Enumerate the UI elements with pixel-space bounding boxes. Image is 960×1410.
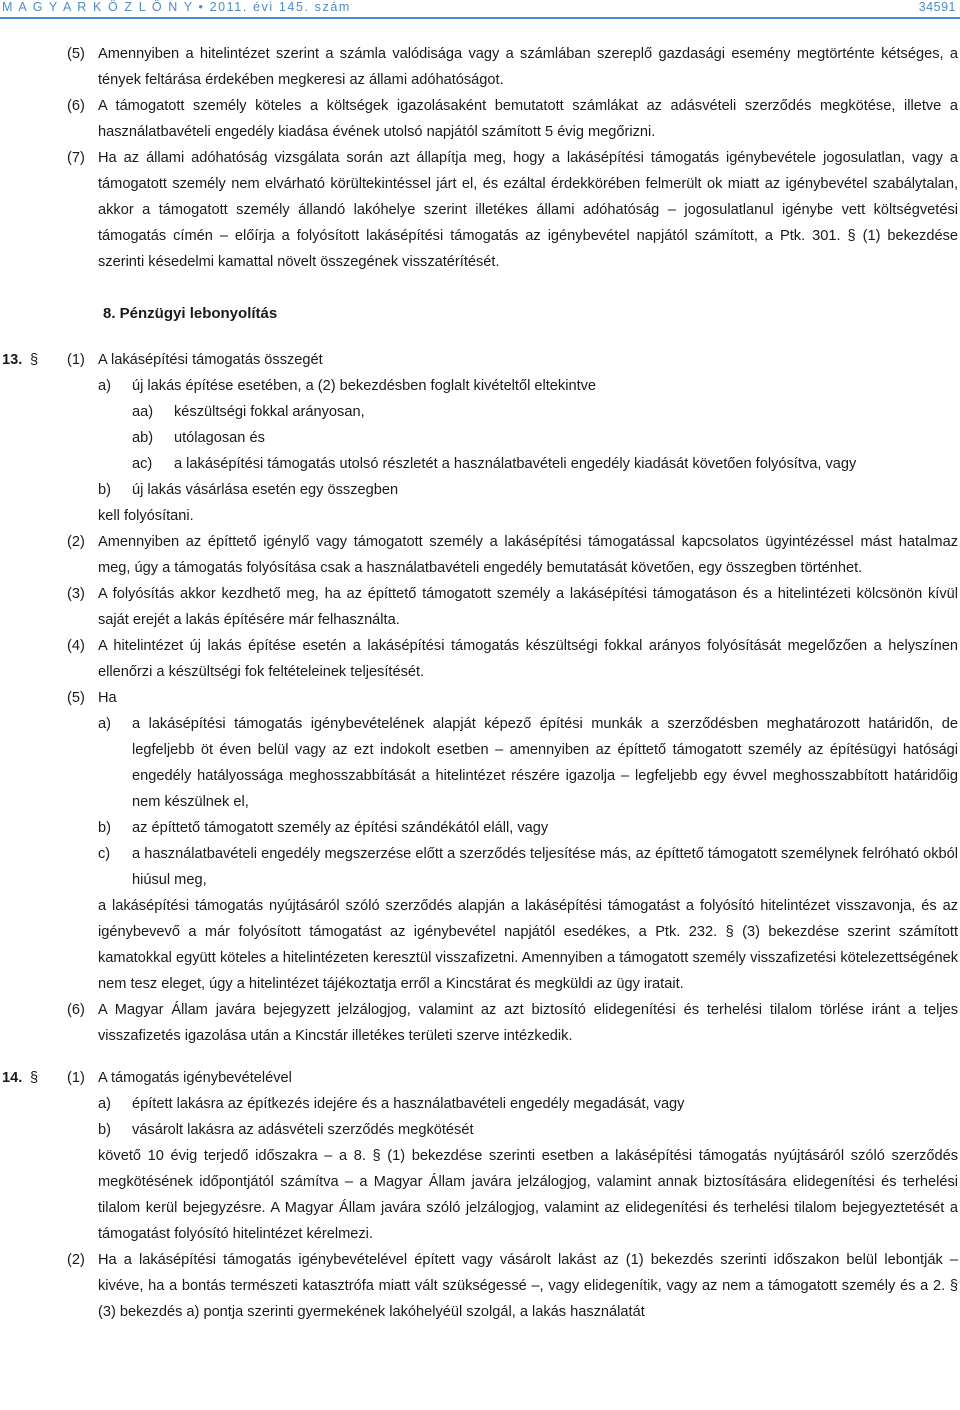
point-text: utólagosan és (174, 430, 265, 446)
point-a (98, 373, 958, 399)
subpoint-aa (98, 399, 958, 425)
point-a (98, 711, 958, 815)
point-text: vásárolt lakásra az adásvételi szerződés megkötését (132, 1122, 474, 1138)
document-body (0, 41, 960, 1325)
section-14-paragraph-2 (0, 1247, 960, 1325)
paragraph-number: (1) (67, 352, 85, 368)
section-13-paragraph-3 (0, 581, 960, 633)
closing-text: a lakásépítési támogatás nyújtásáról szóló szerződés alapján a lakásépítési támogatást a folyósító hitelintézet visszavonja, és az igénybevevő a már folyósított támogatást az igénybevétel napjától esedékes, a Ptk. 232. § (3) bekezdése szerint számított kamatokkal együtt köteles a hitelintézeten keresztül visszafizetni. Amennyiben a támogatott személy visszafizetési kötelezettségének nem tesz eleget, úgy a hitelintézet tájékoztatja erről a Kincstárat és megküldi az ügy iratait. (98, 898, 958, 992)
point-label: a) (98, 1096, 111, 1112)
point-label: aa) (132, 404, 154, 420)
paragraph-number: (7) (67, 150, 85, 166)
closing-text: követő 10 évig terjedő időszakra – a 8. § (1) bekezdése szerinti esetben a lakásépítési támogatás nyújtásáról szóló szerződés megkötésének időpontjától számítva – a Magyar Állam javára jelzálogjog, valamint annak biztosítására elidegenítési és terhelési tilalom kerül bejegyzésre. A Magyar Állam javára szóló jelzálogjog, valamint az elidegenítési és terhelési tilalom bejegyeztetését a támogatást folyósító hitelintézet kérelmezi. (98, 1148, 958, 1242)
point-text: a lakásépítési támogatás utolsó részletét a használatbavételi engedély kiadását követően folyósítva, vagy (174, 456, 857, 472)
paragraph-6 (0, 93, 960, 145)
section-13-paragraph-5 (0, 685, 960, 997)
paragraph-number: (2) (67, 534, 85, 550)
closing-text: kell folyósítani. (98, 508, 194, 524)
paragraph-text: A hitelintézet új lakás építése esetén a lakásépítési támogatás készültségi fokkal arányos folyósítását megelőzően a helyszínen ellenőrzi a készültségi fok feltételeinek teljesítését. (98, 638, 958, 680)
point-label: b) (98, 482, 111, 498)
subpoint-ab (98, 425, 958, 451)
section-13-paragraph-2 (0, 529, 960, 581)
paragraph-number: (5) (67, 690, 85, 706)
section-number: 14. (2, 1070, 23, 1086)
paragraph-number: (6) (67, 1002, 85, 1018)
paragraph-number: (6) (67, 98, 85, 114)
point-label: a) (98, 716, 111, 732)
section-13-paragraph-4 (0, 633, 960, 685)
point-text: új lakás vásárlása esetén egy összegben (132, 482, 399, 498)
point-label: ac) (132, 456, 153, 472)
point-label: b) (98, 820, 111, 836)
point-text: készültségi fokkal arányosan, (174, 404, 365, 420)
page-number: 34591 (918, 0, 956, 14)
point-c (98, 841, 958, 893)
subpoint-ac (98, 451, 958, 477)
paragraph-text: A lakásépítési támogatás összegét (98, 352, 323, 368)
header-rule (0, 17, 960, 19)
page-header (0, 0, 960, 16)
section-number: 13. (2, 352, 23, 368)
paragraph-number: (5) (67, 46, 85, 62)
paragraph-text: A támogatás igénybevételével (98, 1070, 292, 1086)
point-b (98, 477, 958, 503)
point-label: b) (98, 1122, 111, 1138)
paragraph-number: (2) (67, 1252, 85, 1268)
point-text: a használatbavételi engedély megszerzése előtt a szerződés teljesítése más, az építtető támogatott személynek felróható okból hiúsul meg, (132, 846, 958, 888)
journal-title: M A G Y A R K Ö Z L Ö N Y • 2011. évi 145. szám (2, 0, 351, 14)
section-14-paragraph-1 (0, 1065, 960, 1247)
point-text: új lakás építése esetében, a (2) bekezdésben foglalt kivételtől eltekintve (132, 378, 597, 394)
point-text: a lakásépítési támogatás igénybevételének alapját képező építési munkák a szerződésben meghatározott határidőn, de legfeljebb öt éven belül vagy az ezt indokolt esetben – amennyiben az építtető támogatott személy az építésügyi hatósági engedély hatályossága meghosszabbítását a hitelintézet részére igazolja – legfeljebb egy évvel meghosszabbított határidőig nem készülnek el, (132, 716, 958, 810)
paragraph-text: Amennyiben az építtető igénylő vagy támogatott személy a lakásépítési támogatással kapcsolatos ügyintézéssel mást hatalmaz meg, úgy a támogatás folyósítása csak a használatbavételi engedély bemutatását követően, egy összegben történhet. (98, 534, 958, 576)
point-text: épített lakásra az építkezés idejére és a használatbavételi engedély megadását, vagy (132, 1096, 685, 1112)
section-spacer (0, 1049, 960, 1065)
paragraph-7 (0, 145, 960, 275)
paragraph-number: (3) (67, 586, 85, 602)
point-a (98, 1091, 958, 1117)
paragraph-5 (0, 41, 960, 93)
point-label: ab) (132, 430, 154, 446)
section-heading: 8. Pénzügyi lebonyolítás (103, 305, 278, 322)
section-13-paragraph-6 (0, 997, 960, 1049)
paragraph-number: (4) (67, 638, 85, 654)
point-label: a) (98, 378, 111, 394)
paragraph-text: A folyósítás akkor kezdhető meg, ha az építtető támogatott személy a lakásépítési támogatáson és a hitelintézeti kölcsönön kívül saját erejét a lakás építésére már felhasználta. (98, 586, 958, 628)
paragraph-text: Ha (98, 690, 117, 706)
point-b (98, 815, 958, 841)
section-symbol: § (30, 1070, 39, 1086)
section-13-paragraph-1 (0, 347, 960, 373)
paragraph-text: Amennyiben a hitelintézet szerint a számla valódisága vagy a számlában szereplő gazdasági esemény megtörténte kétséges, a tények feltárása érdekében megkeresi az állami adóhatóságot. (98, 46, 958, 88)
paragraph-number: (1) (67, 1070, 85, 1086)
section-13-points (0, 373, 960, 529)
point-label: c) (98, 846, 111, 862)
paragraph-text: Ha az állami adóhatóság vizsgálata során azt állapítja meg, hogy a lakásépítési támogatás igénybevétele jogosulatlan, vagy a támogatott személy nem elvárható körültekintéssel járt el, és ezáltal érdekkörében felmerült ok miatt az igénybevétel szabálytalan, akkor a támogatott személy állandó lakóhelye szerint illetékes állami adóhatóság – jogosulatlanul igénybe vett költségvetési támogatás címén – előírja a folyósított lakásépítési támogatás az igénybevétel napjától számított, a Ptk. 301. § (1) bekezdése szerinti késedelmi kamattal növelt összegének visszatérítését. (98, 150, 958, 270)
point-text: az építtető támogatott személy az építési szándékától eláll, vagy (132, 820, 549, 836)
paragraph-text: A Magyar Állam javára bejegyzett jelzálogjog, valamint az azt biztosító elidegenítési és terhelési tilalom törlése iránt a teljes visszafizetés igazolása után a Kincstár illetékes területi szerve intézkedik. (98, 1002, 958, 1044)
paragraph-text: Ha a lakásépítési támogatás igénybevételével épített vagy vásárolt lakást az (1) bekezdés szerinti időszakon belül lebontják – kivéve, ha a bontás természeti katasztrófa miatt vált szükségessé –, vagy elidegenítik, vagy az nem a támogatott személy és a 2. § (3) bekezdés a) pontja szerinti gyermekének lakóhelyéül szolgál, a lakás használatát (98, 1252, 958, 1320)
point-b (98, 1117, 958, 1143)
paragraph-text: A támogatott személy köteles a költségek igazolásaként bemutatott számlákat az adásvételi szerződés megkötése, illetve a használatbavételi engedély kiadása évének utolsó napjától számított 5 évig megőrizni. (98, 98, 958, 140)
section-symbol: § (30, 352, 39, 368)
